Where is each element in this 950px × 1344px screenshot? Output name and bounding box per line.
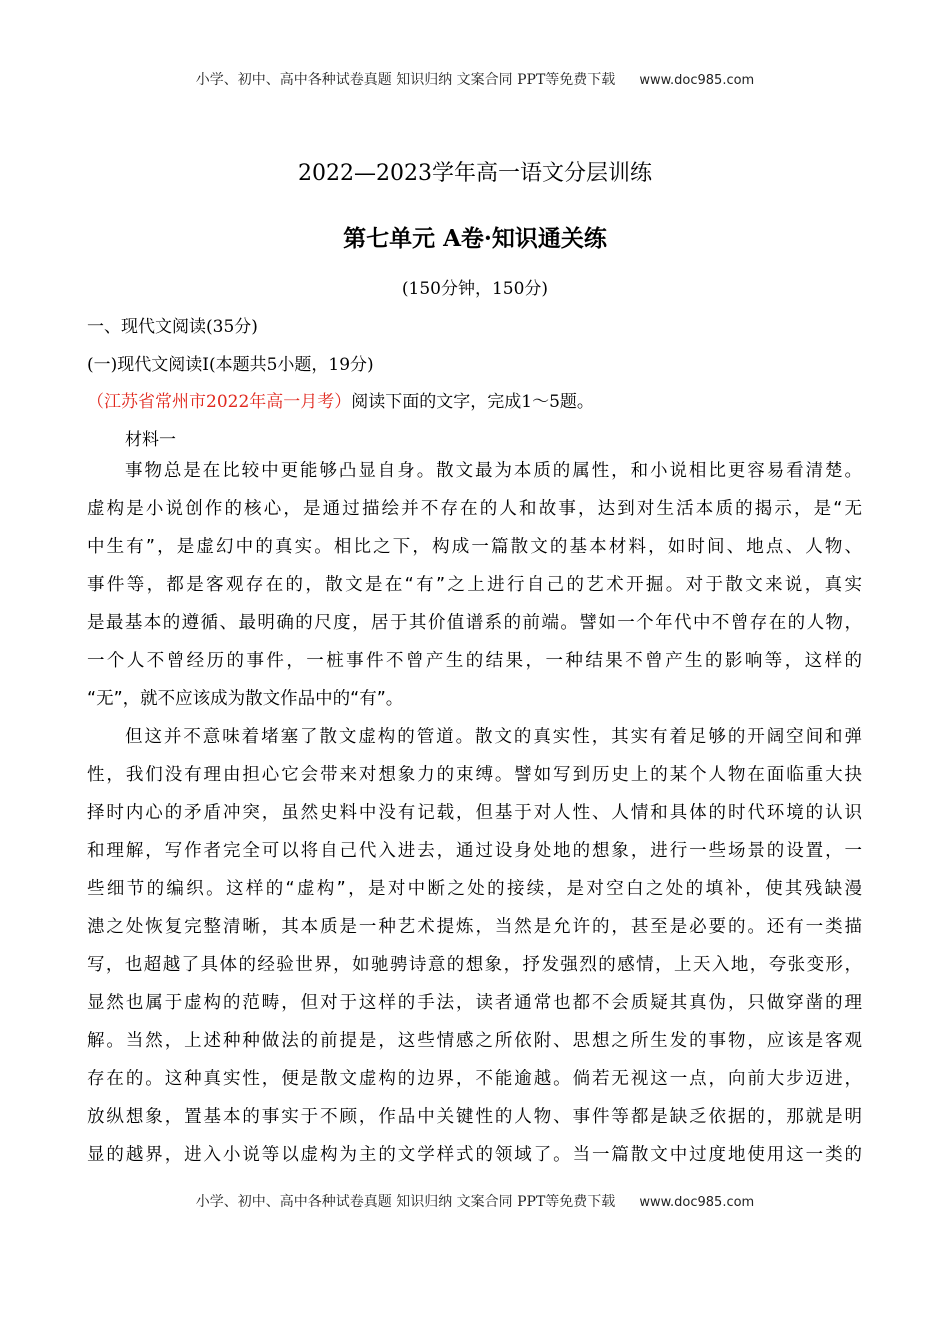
text-line: 漶之处恢复完整清晰，其本质是一种艺术提炼，当然是允许的，甚至是必要的。还有一类描	[87, 917, 862, 937]
footer-url[interactable]: www.doc985.com	[639, 1195, 755, 1210]
text-line: 一个人不曾经历的事件，一桩事件不曾产生的结果，一种结果不曾产生的影响等，这样的	[87, 651, 862, 671]
text-line: 性，我们没有理由担心它会带来对想象力的束缚。譬如写到历史上的某个人物在面临重大抉	[87, 765, 862, 785]
text-line: 事件等，都是客观存在的，散文是在“有”之上进行自己的艺术开掘。对于散文来说，真实	[87, 575, 862, 595]
text-line: 显的越界，进入小说等以虚构为主的文学样式的领域了。当一篇散文中过度地使用这一类的	[87, 1145, 862, 1165]
text-line: 放纵想象，置基本的事实于不顾，作品中关键性的人物、事件等都是缺乏依据的，那就是明	[87, 1107, 862, 1127]
text-line: 存在的。这种真实性，便是散文虚构的边界，不能逾越。倘若无视这一点，向前大步迈进，	[87, 1069, 862, 1089]
text-line: 是最基本的遵循、最明确的尺度，居于其价值谱系的前端。譬如一个年代中不曾存在的人物，	[87, 613, 862, 633]
text-line: 些细节的编织。这样的“虚构”，是对中断之处的接续，是对空白之处的填补，使其残缺漫	[87, 879, 862, 899]
material-label: 材料一	[125, 430, 176, 450]
question-source	[87, 387, 594, 412]
text-line: “无”，就不应该成为散文作品中的“有”。	[87, 689, 404, 709]
instruction: 阅读下面的文字，完成1～5题。	[351, 392, 594, 412]
page-header	[0, 69, 950, 89]
text-line: 显然也属于虚构的范畴，但对于这样的手法，读者通常也都不会质疑其真伪，只做穿凿的理	[87, 993, 862, 1013]
text-line: 虚构是小说创作的核心，是通过描绘并不存在的人和故事，达到对生活本质的揭示，是“无	[87, 499, 862, 519]
text-line: 事物总是在比较中更能够凸显自身。散文最为本质的属性，和小说相比更容易看清楚。	[125, 461, 862, 481]
header-url[interactable]: www.doc985.com	[639, 73, 755, 88]
subsection-heading: (一)现代文阅读Ⅰ(本题共5小题，19分)	[87, 355, 374, 375]
text-line: 写，也超越了具体的经验世界，如驰骋诗意的想象，抒发强烈的感情，上天入地，夸张变形，	[87, 955, 862, 975]
time-score: (150分钟，150分)	[401, 279, 549, 299]
header-text: 小学、初中、高中各种试卷真题 知识归纳 文案合同 PPT等免费下载	[195, 72, 616, 88]
text-line: 但这并不意味着堵塞了散文虚构的管道。散文的真实性，其实有着足够的开阔空间和弹	[125, 727, 862, 747]
text-line: 中生有”，是虚幻中的真实。相比之下，构成一篇散文的基本材料，如时间、地点、人物、	[87, 537, 862, 557]
source-label: （江苏省常州市2022年高一月考）	[87, 392, 352, 412]
footer-text: 小学、初中、高中各种试卷真题 知识归纳 文案合同 PPT等免费下载	[195, 1194, 616, 1210]
passage-text	[87, 459, 862, 1181]
text-line: 择时内心的矛盾冲突，虽然史料中没有记载，但基于对人性、人情和具体的时代环境的认识	[87, 803, 862, 823]
section-heading: 一、现代文阅读(35分)	[87, 317, 258, 337]
text-line: 和理解，写作者完全可以将自己代入进去，通过设身处地的想象，进行一些场景的设置，一	[87, 841, 862, 861]
page-footer	[0, 1191, 950, 1211]
document-title: 2022—2023学年高一语文分层训练	[298, 161, 652, 186]
text-line: 解。当然，上述种种做法的前提是，这些情感之所依附、思想之所生发的事物，应该是客观	[87, 1031, 862, 1051]
document-subtitle: 第七单元 A卷·知识通关练	[343, 225, 607, 252]
